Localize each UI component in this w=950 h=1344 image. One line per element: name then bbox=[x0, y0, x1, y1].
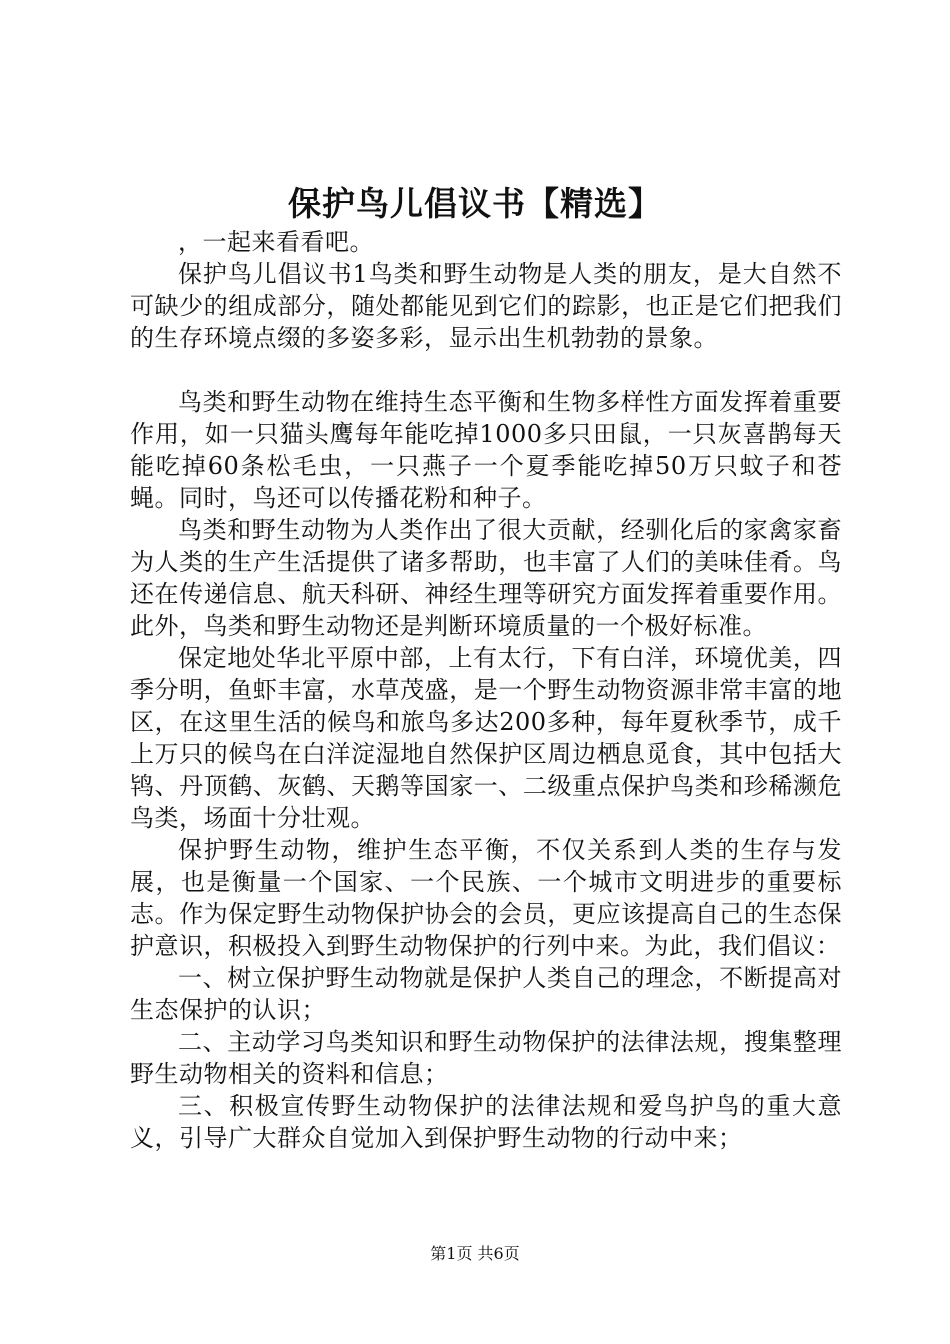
paragraph-5: 保护野生动物，维护生态平衡，不仅关系到人类的生存与发展，也是衡量一个国家、一个民族、一个城市文明进步的重要标志。作为保定野生动物保护协会的会员，更应该提高自己的生态保护意识，积极投入到野生动物保护的行列中来。为此，我们倡议： bbox=[130, 836, 842, 960]
paragraph-1: 保护鸟儿倡议书1鸟类和野生动物是人类的朋友，是大自然不可缺少的组成部分，随处都能见到它们的踪影，也正是它们把我们的生存环境点缀的多姿多彩，显示出生机勃勃的景象。 bbox=[130, 260, 842, 352]
document-body bbox=[130, 226, 842, 1154]
document-title: 保护鸟儿倡议书【精选】 bbox=[288, 184, 662, 223]
paragraph-2: 鸟类和野生动物在维持生态平衡和生物多样性方面发挥着重要作用，如一只猫头鹰每年能吃掉1000多只田鼠，一只灰喜鹊每天能吃掉60条松毛虫，一只燕子一个夏季能吃掉50万只蚊子和苍蝇。同时，鸟还可以传播花粉和种子。 bbox=[130, 388, 842, 512]
proposal-item-1: 一、树立保护野生动物就是保护人类自己的理念，不断提高对生态保护的认识； bbox=[130, 964, 842, 1024]
proposal-item-3: 三、积极宣传野生动物保护的法律法规和爱鸟护鸟的重大意义，引导广大群众自觉加入到保护野生动物的行动中来； bbox=[130, 1092, 842, 1152]
paragraph-intro: ，一起来看看吧。 bbox=[178, 228, 374, 256]
proposal-item-2: 二、主动学习鸟类知识和野生动物保护的法律法规，搜集整理野生动物相关的资料和信息； bbox=[130, 1028, 842, 1088]
page-footer: 第1页 共6页 bbox=[430, 1244, 520, 1263]
paragraph-3: 鸟类和野生动物为人类作出了很大贡献，经驯化后的家禽家畜为人类的生产生活提供了诸多帮助，也丰富了人们的美味佳肴。鸟还在传递信息、航天科研、神经生理等研究方面发挥着重要作用。此外，鸟类和野生动物还是判断环境质量的一个极好标准。 bbox=[130, 516, 842, 640]
paragraph-4: 保定地处华北平原中部，上有太行，下有白洋，环境优美，四季分明，鱼虾丰富，水草茂盛，是一个野生动物资源非常丰富的地区，在这里生活的候鸟和旅鸟多达200多种，每年夏秋季节，成千上万只的候鸟在白洋淀湿地自然保护区周边栖息觅食，其中包括大鸨、丹顶鹤、灰鹤、天鹅等国家一、二级重点保护鸟类和珍稀濒危鸟类，场面十分壮观。 bbox=[130, 644, 842, 832]
